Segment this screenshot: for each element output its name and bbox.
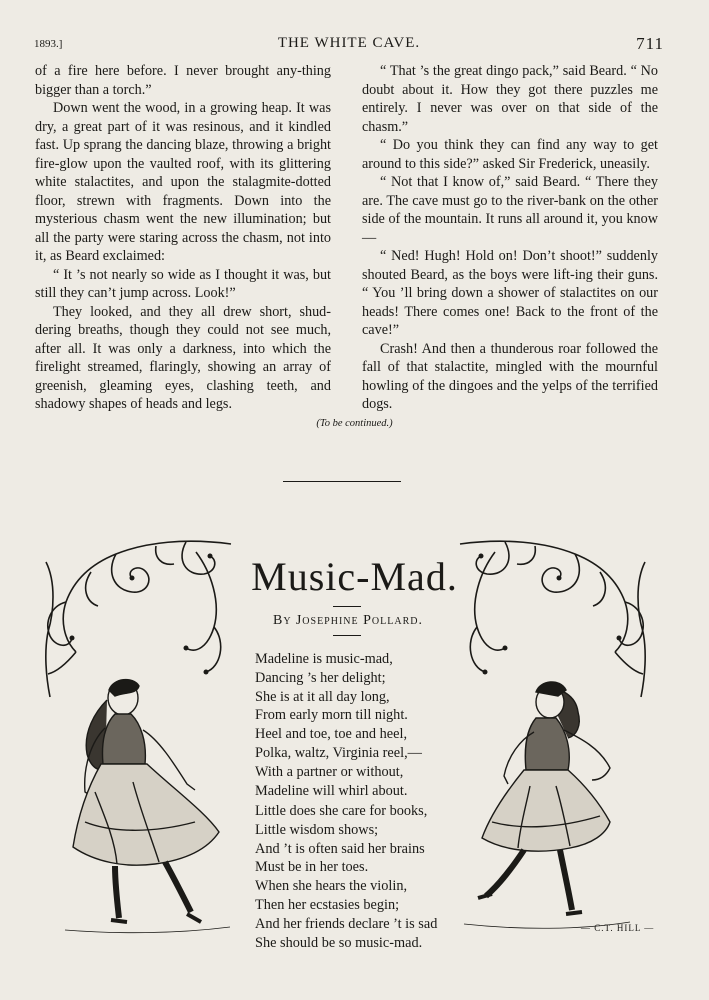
byline-rule [333,635,361,636]
paragraph: They looked, and they all drew short, shud-dering breaths, though they could not see much, after all. It was only a darkness, into which the firelight streamed, flaringly, showing an array of greenish, gleaming eyes, clashing teeth, and shadowy shapes of heads and legs. [35,303,331,412]
poem-line: Then her ecstasies begin; [255,896,400,913]
poem-line: Little does she care for books, [255,803,428,819]
byline [0,612,696,629]
left-column [35,62,331,414]
paragraph: “ That ’s the great dingo pack,” said Beard. “ No doubt about it. How they got there puzzles me entirely. I never was over on that side of the chasm.” [362,63,658,135]
poem-line: Madeline is music-mad, [255,651,393,667]
paragraph: “ Do you think they can find any way to get around to this side?” asked Sir Frederick, uneasily. [362,137,658,172]
continued-note: (To be continued.) [316,418,393,429]
title-rule [333,606,361,607]
page-number: 711 [636,34,664,53]
header-title: THE WHITE CAVE. [277,35,421,51]
poem-stanza-2 [255,802,437,952]
poem-stanza-1 [255,650,422,800]
paragraph: Crash! And then a thunderous roar followed the fall of that stalactite, mingled with the mournful howling of the dingoes and the yelps of the terrified dogs. [362,340,658,412]
poem-line: Little wisdom shows; [255,821,379,838]
paragraph: Down went the wood, in a growing heap. It was dry, a great part of it was resinous, and it kindled fast. Up sprang the dancing blaze, throwing a bright fire-glow upon the vaulted roof, with its glittering white stalactites, and upon the stalagmite-dotted floor, strewn with fragments. Down into the mysterious chasm went the new illumination; but all the party were staring across the chasm, not into it, as Beard exclaimed: [35,100,331,264]
header-year: 1893.] [34,38,63,50]
poem-line: From early morn till night. [255,707,408,724]
poem-title: Music-Mad. [251,554,458,599]
poem-line: Must be in her toes. [255,859,369,876]
byline-prefix: By [273,613,292,628]
section-divider [283,481,401,482]
poem-line: And ’t is often said her brains [255,840,425,857]
poem-author: Josephine Pollard. [295,613,423,628]
artist-signature: — C.T. HILL — [581,923,655,933]
right-column [362,62,658,414]
poem-line: She should be so music-mad. [255,934,423,951]
poem-line: Heel and toe, toe and heel, [255,726,408,743]
running-header [34,34,664,54]
left-dancer-illustration-icon [55,672,235,937]
poem-line: And her friends declare ’t is sad [255,915,438,932]
paragraph: “ Ned! Hugh! Hold on! Don’t shoot!” suddenly shouted Beard, as the boys were lift-ing their guns. “ You ’ll bring down a shower of stalactites on our heads! There comes one! Back to the front of the cave!” [362,248,658,338]
paragraph: of a fire here before. I never brought any-thing bigger than a torch.” [35,63,331,98]
poem-line: Polka, waltz, Virginia reel,— [255,744,422,761]
poem-line: With a partner or without, [255,763,404,780]
poem-line: When she hears the violin, [255,878,408,895]
story-columns [35,62,658,412]
paragraph: “ Not that I know of,” said Beard. “ There they are. The cave must go to the river-bank on the other side of the mountain. It runs all around it, you know— [362,174,658,246]
poem-line: Madeline will whirl about. [255,782,408,799]
paragraph: “ It ’s not nearly so wide as I thought it was, but still they can’t jump across. Look!” [35,266,331,301]
poem-line: Dancing ’s her delight; [255,669,386,686]
right-dancer-illustration-icon [460,676,635,938]
poem-line: She is at it all day long, [255,688,390,705]
